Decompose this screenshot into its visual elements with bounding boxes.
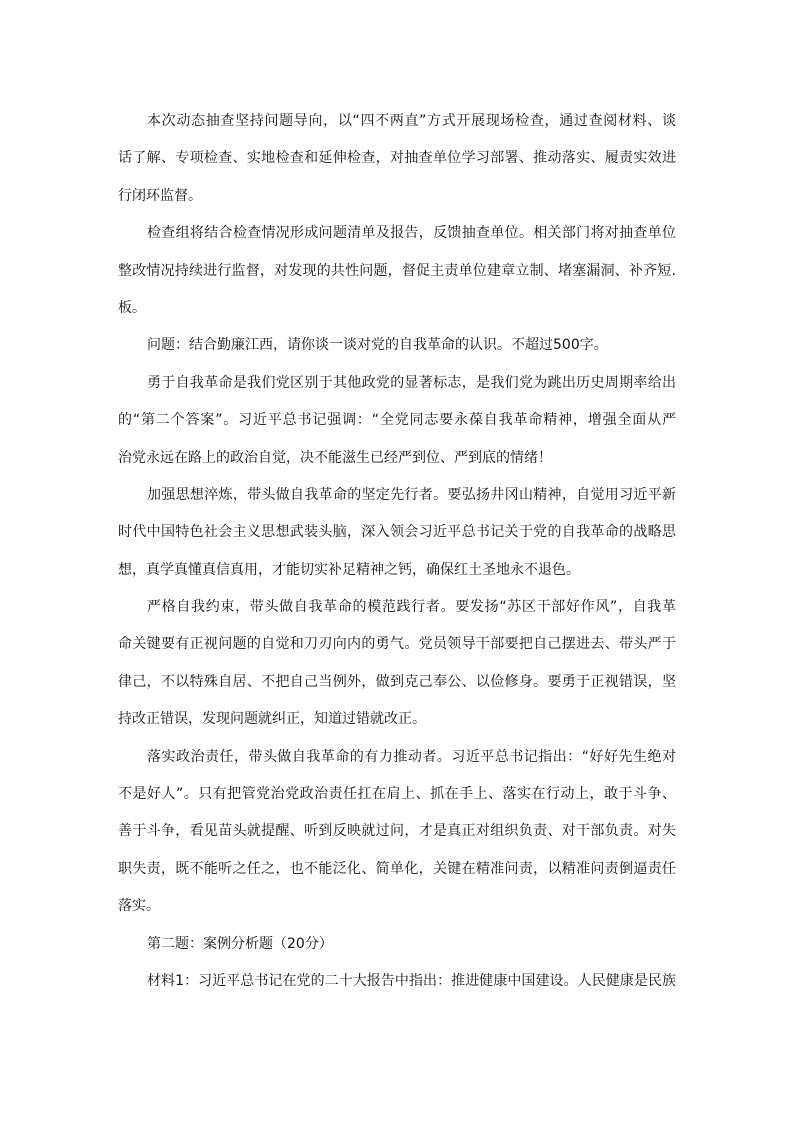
text-line: 律己，不以特殊自居、不把自己当例外，做到克己奉公、以俭修身。要勇于正视错误，坚 [118, 673, 676, 690]
text-line: 时代中国特色社会主义思想武装头脑，深入领会习近平总书记关于党的自我革命的战略思 [118, 524, 676, 541]
text-line: 第二题：案例分析题（20分） [147, 935, 333, 952]
paragraph [118, 327, 676, 364]
text-line: 话了解、专项检查、实地检查和延伸检查，对抽查单位学习部署、推动落实、履责实效进 [118, 150, 676, 167]
text-line: 职失责，既不能听之任之，也不能泛化、简单化，关键在精准问责，以精准问责倒逼责任 [118, 860, 676, 877]
paragraph [118, 365, 676, 477]
paragraph [118, 926, 676, 963]
text-line: 行闭环监督。 [118, 187, 202, 204]
text-line: 落实政治责任，带头做自我革命的有力推动者。习近平总书记指出：“好好先生绝对 [147, 748, 676, 765]
text-line: 落实。 [118, 898, 160, 915]
text-line: 的“第二个答案”。习近平总书记强调：“全党同志要永葆自我革命精神，增强全面从严 [118, 412, 676, 429]
paragraph [118, 103, 676, 215]
text-line: 不是好人”。只有把管党治党政治责任扛在肩上、抓在手上、落实在行动上，敢于斗争、 [118, 786, 676, 803]
text-line: 材料1：习近平总书记在党的二十大报告中指出：推进健康中国建设。人民健康是民族 [147, 972, 676, 989]
text-line: 检查组将结合检查情况形成问题清单及报告，反馈抽查单位。相关部门将对抽查单位 [147, 225, 676, 242]
text-line: 命关键要有正视问题的自觉和刀刃向内的勇气。党员领导干部要把自己摆进去、带头严于 [118, 636, 676, 653]
text-line: 勇于自我革命是我们党区别于其他政党的显著标志，是我们党为跳出历史周期率给出 [147, 374, 676, 391]
text-line: 治党永远在路上的政治自觉，决不能滋生已经严到位、严到底的情绪！ [118, 449, 552, 466]
document-page [118, 103, 676, 1000]
text-line: 持改正错误，发现问题就纠正，知道过错就改正。 [118, 711, 426, 728]
text-line: 整改情况持续进行监督，对发现的共性问题，督促主责单位建章立制、堵塞漏洞、补齐短. [118, 262, 676, 279]
paragraph [118, 589, 676, 739]
text-line: 想，真学真懂真信真用，才能切实补足精神之钙，确保红土圣地永不退色。 [118, 561, 580, 578]
paragraph [118, 215, 676, 327]
text-line: 善于斗争，看见苗头就提醒、听到反映就过问，才是真正对组织负责、对干部负责。对失 [118, 823, 676, 840]
text-line: 本次动态抽查坚持问题导向，以“四不两直”方式开展现场检查，通过查阅材料、谈 [147, 113, 676, 129]
paragraph [118, 739, 676, 926]
paragraph [118, 963, 676, 1000]
text-line: 板。 [118, 299, 146, 316]
text-line: 严格自我约束，带头做自我革命的模范践行者。要发扬“苏区干部好作风”，自我革 [147, 599, 676, 616]
text-line: 问题：结合勤廉江西，请你谈一谈对党的自我革命的认识。不超过500字。 [147, 337, 608, 354]
text-line: 加强思想淬炼，带头做自我革命的坚定先行者。要弘扬井冈山精神，自觉用习近平新 [147, 486, 676, 503]
paragraph [118, 477, 676, 589]
